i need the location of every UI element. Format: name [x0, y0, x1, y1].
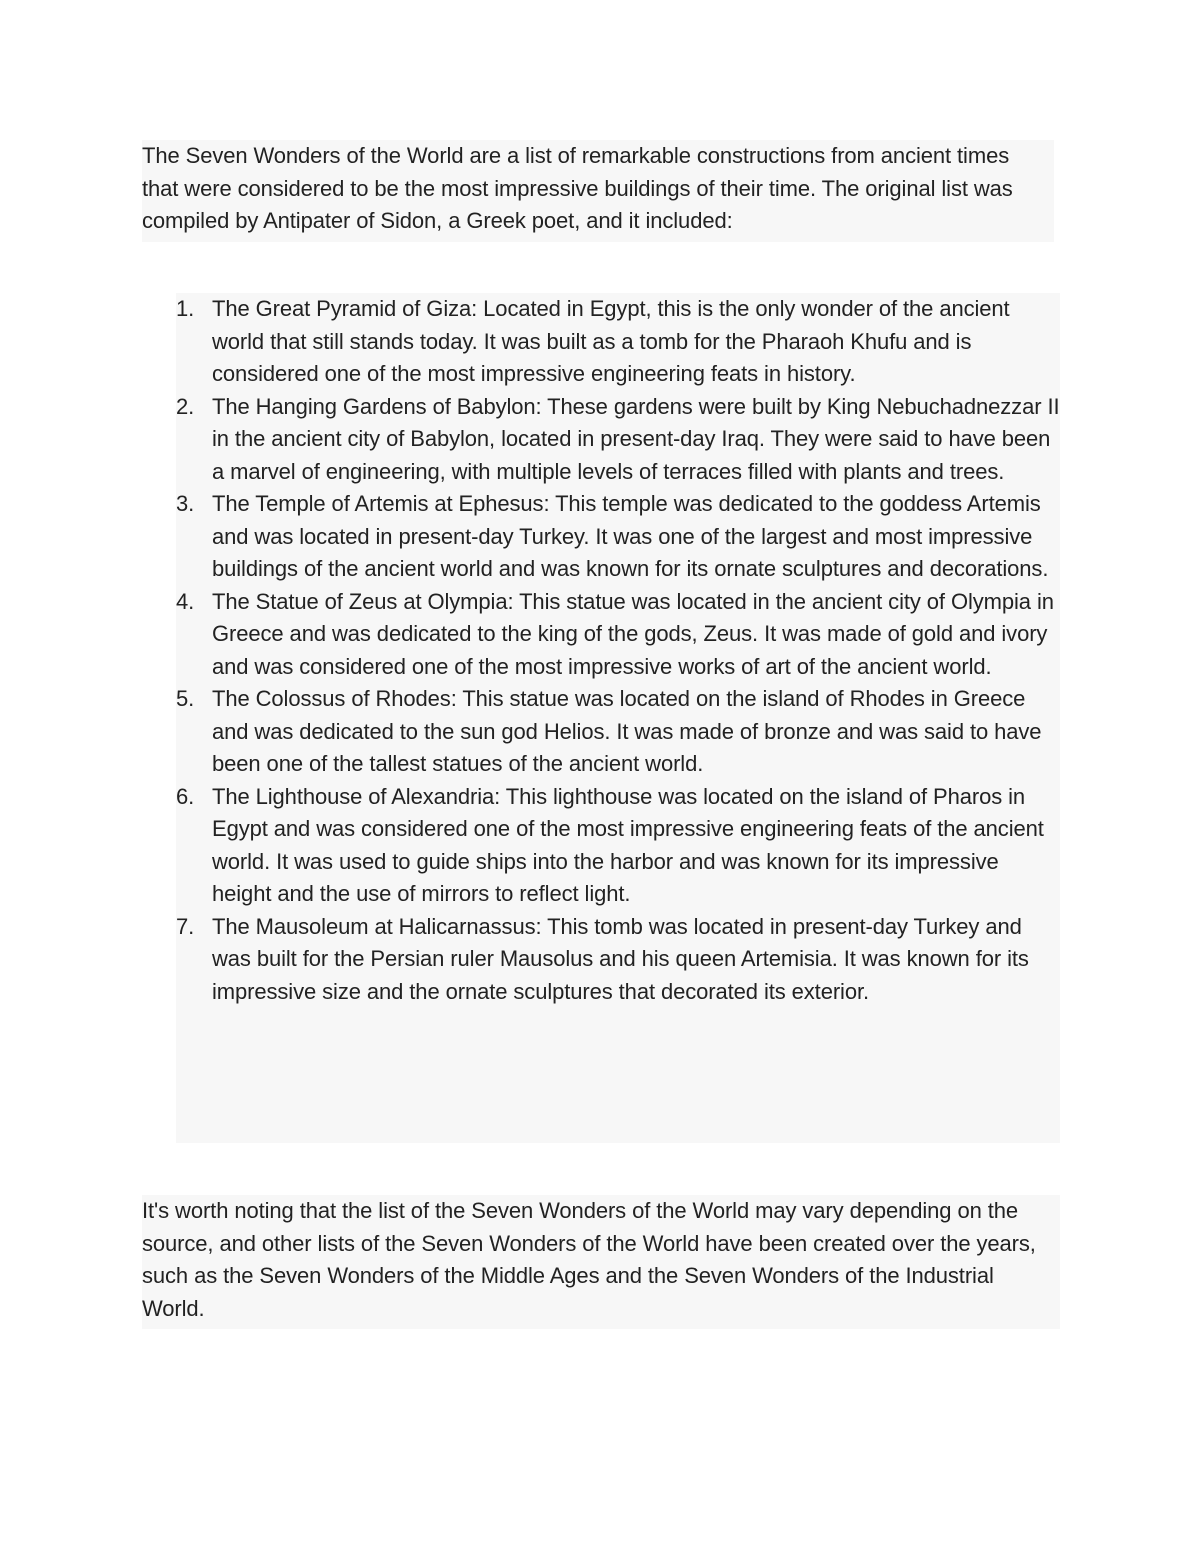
list-item-number: 2.	[176, 393, 195, 419]
list-item-text: The Lighthouse of Alexandria: This lighthouse was located on the island of Pharos in Egypt and was considered one of the most impressive engineering feats of the ancient world. It was used to guide ships into the harbor and was known for its impressive height and the use of mirrors to reflect light.	[212, 783, 1044, 906]
list-item	[176, 781, 1060, 911]
list-item	[176, 586, 1060, 684]
list-item-number: 4.	[176, 588, 195, 614]
list-item-number: 6.	[176, 783, 195, 809]
list-item	[176, 488, 1060, 586]
list-item-text: The Statue of Zeus at Olympia: This statue was located in the ancient city of Olympia in Greece and was dedicated to the king of the gods, Zeus. It was made of gold and ivory and was considered one of the most impressive works of art of the ancient world.	[212, 588, 1054, 679]
list-item-text: The Temple of Artemis at Ephesus: This temple was dedicated to the goddess Artemis and was located in present-day Turkey. It was one of the largest and most impressive buildings of the ancient world and was known for its ornate sculptures and decorations.	[212, 491, 1049, 581]
list-item-text: The Hanging Gardens of Babylon: These gardens were built by King Nebuchadnezzar II in the ancient city of Babylon, located in present-day Iraq. They were said to have been a marvel of engineering, with multiple levels of terraces filled with plants and trees.	[212, 393, 1060, 484]
list-item	[176, 911, 1060, 1009]
list-item	[176, 293, 1060, 391]
list-item	[176, 391, 1060, 489]
list-item-text: The Great Pyramid of Giza: Located in Egypt, this is the only wonder of the ancient world that still stands today. It was built as a tomb for the Pharaoh Khufu and is considered one of the most impressive engineering feats in history.	[212, 296, 1010, 386]
outro-paragraph-block	[142, 1195, 1060, 1329]
outro-paragraph: It's worth noting that the list of the Seven Wonders of the World may vary depending on the source, and other lists of the Seven Wonders of the World have been created over the years, such as the Seven Wonders of the Middle Ages and the Seven Wonders of the Industrial World.	[142, 1198, 1036, 1321]
intro-paragraph: The Seven Wonders of the World are a list of remarkable constructions from ancient times that were considered to be the most impressive buildings of their time. The original list was compiled by Antipater of Sidon, a Greek poet, and it included:	[142, 143, 1013, 233]
list-item-text: The Colossus of Rhodes: This statue was located on the island of Rhodes in Greece and was dedicated to the sun god Helios. It was made of bronze and was said to have been one of the tallest statues of the ancient world.	[212, 686, 1042, 776]
list-item-text: The Mausoleum at Halicarnassus: This tomb was located in present-day Turkey and was built for the Persian ruler Mausolus and his queen Artemisia. It was known for its impressive size and the ornate sculptures that decorated its exterior.	[212, 913, 1029, 1004]
list-item-number: 1.	[176, 296, 195, 321]
intro-paragraph-block	[142, 140, 1054, 242]
list-item	[176, 683, 1060, 781]
list-item-number: 7.	[176, 913, 195, 939]
list-item-number: 5.	[176, 686, 195, 711]
wonders-list-block	[176, 293, 1060, 1143]
wonders-list	[176, 293, 1060, 1008]
list-item-number: 3.	[176, 491, 195, 516]
